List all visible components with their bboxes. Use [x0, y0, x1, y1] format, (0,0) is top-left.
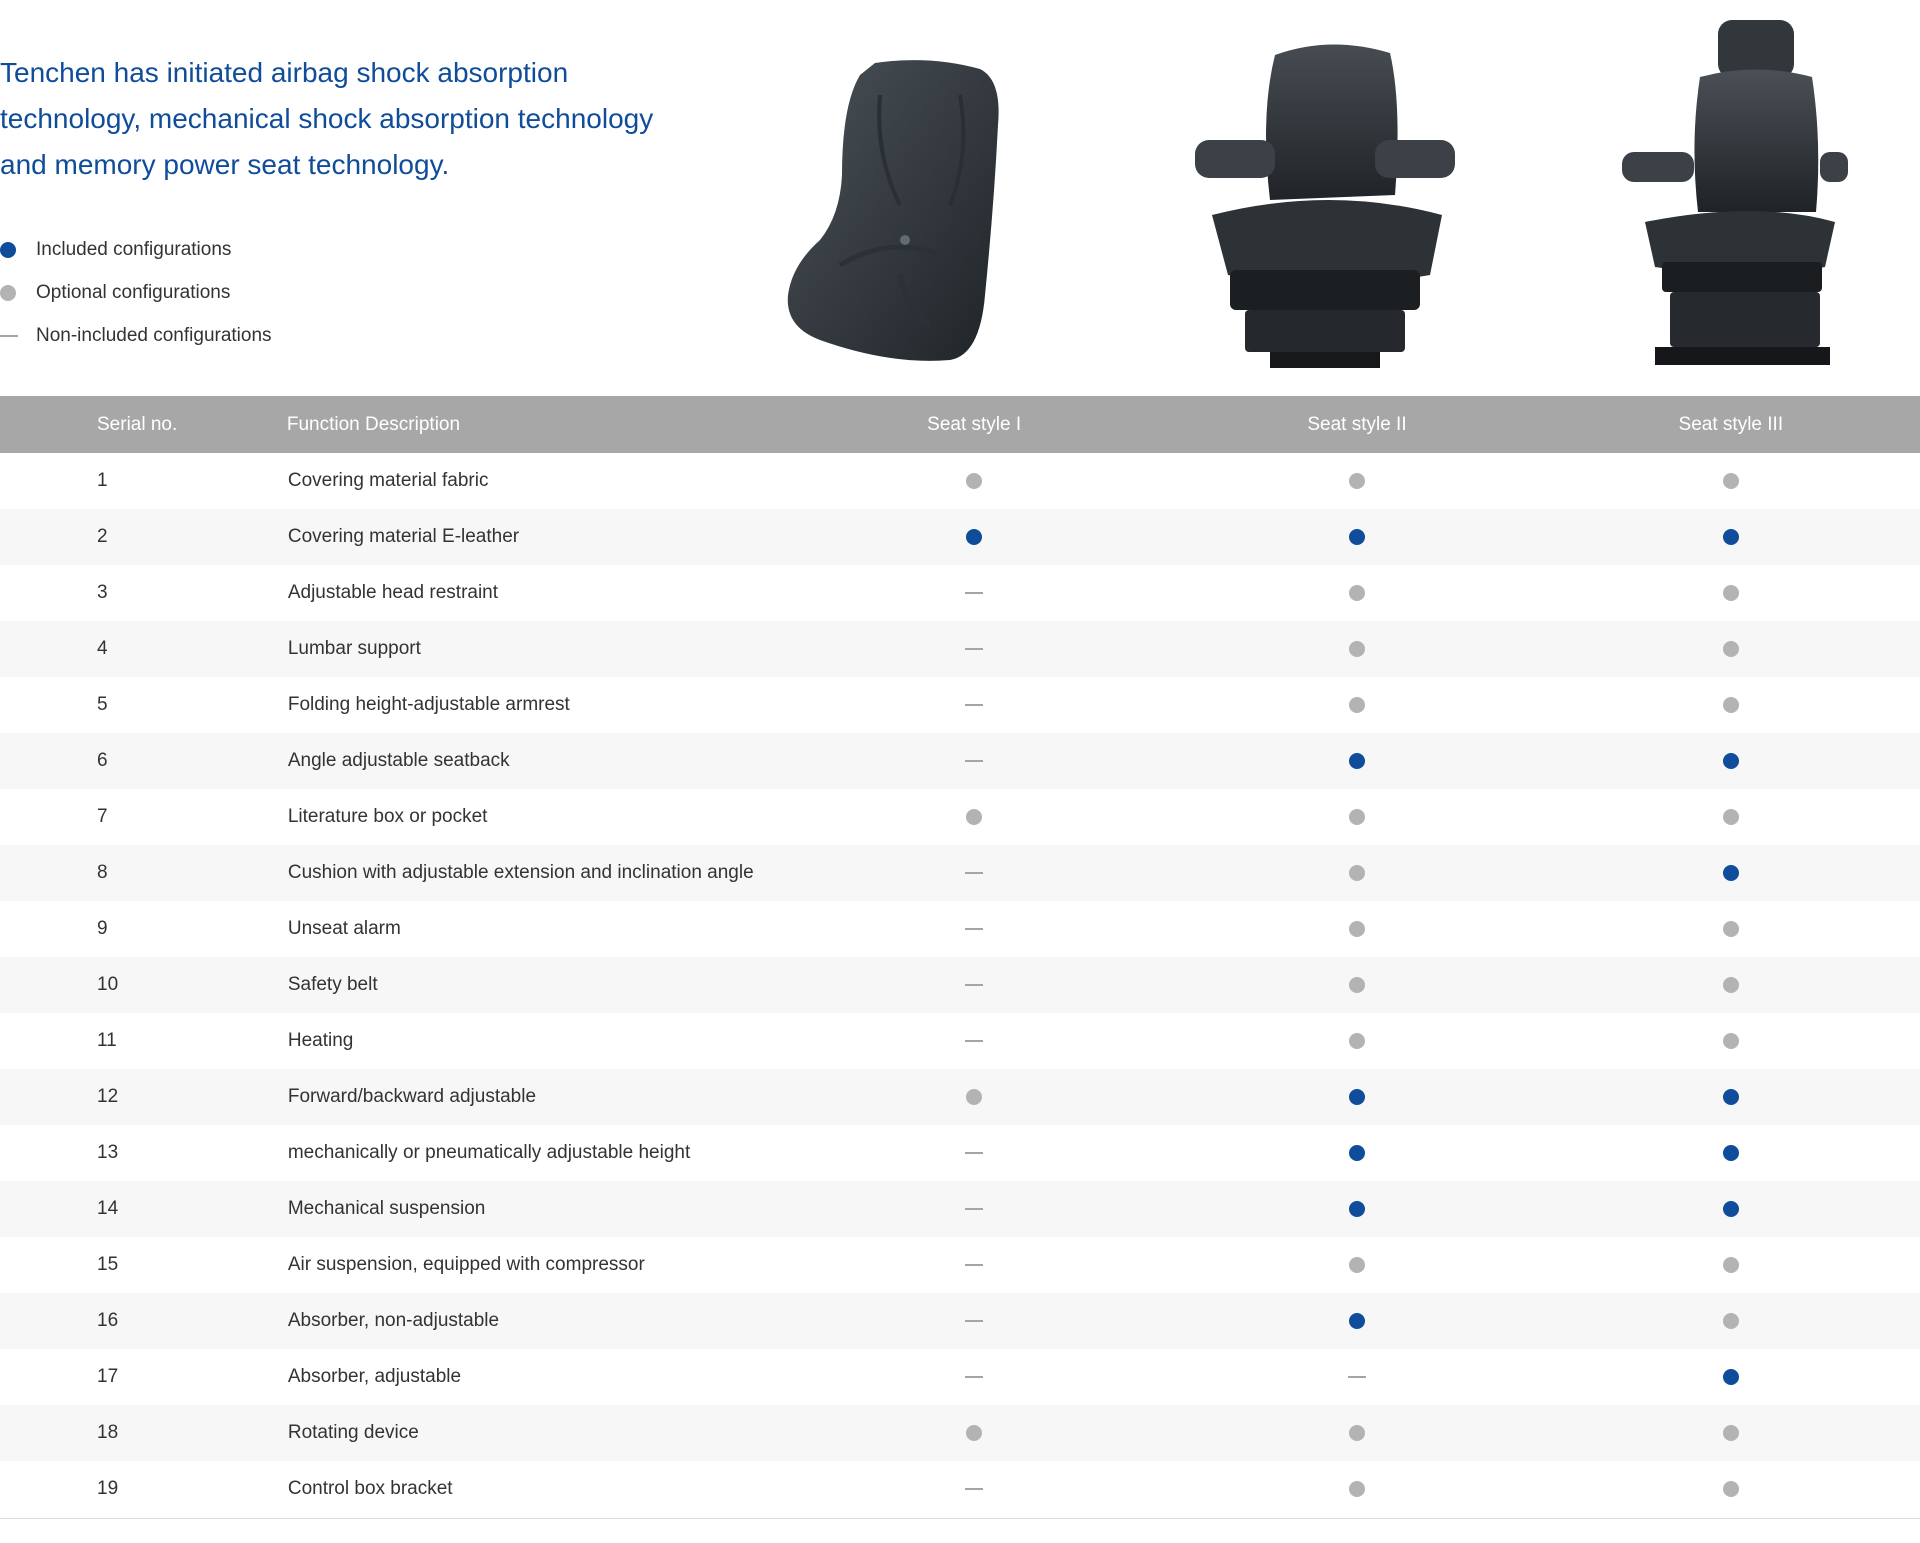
serial-number: 3: [97, 582, 108, 603]
serial-number: 6: [97, 750, 108, 771]
dash-icon: [965, 1264, 983, 1266]
cell-s3: [1542, 585, 1920, 601]
legend-included-label: Included configurations: [36, 238, 232, 260]
cell-s2: [1172, 921, 1541, 937]
table-row: [0, 1349, 1920, 1405]
legend-optional-label: Optional configurations: [36, 281, 231, 303]
table-row: [0, 621, 1920, 677]
optional-dot-icon: [1723, 921, 1739, 937]
cell-s2: [1172, 1033, 1541, 1049]
cell-s1: [776, 1376, 1172, 1378]
included-dot-icon: [1349, 1089, 1365, 1105]
cell-s3: [1542, 1481, 1920, 1497]
optional-dot-icon: [966, 1089, 982, 1105]
serial-number: 7: [97, 806, 108, 827]
optional-dot-icon: [1349, 1257, 1365, 1273]
dash-icon: [965, 1488, 983, 1490]
cell-s3: [1542, 1425, 1920, 1441]
intro-line-3: and memory power seat technology.: [0, 149, 450, 180]
cell-s2: [1172, 977, 1541, 993]
cell-s3: [1542, 473, 1920, 489]
included-dot-icon: [1349, 1201, 1365, 1217]
dash-icon: [965, 1208, 983, 1210]
serial-number: 14: [97, 1198, 119, 1219]
cell-s1: [776, 473, 1172, 489]
cell-s1: [776, 872, 1172, 874]
serial-number: 16: [97, 1310, 119, 1331]
optional-dot-icon: [1723, 1313, 1739, 1329]
serial-number: 11: [97, 1030, 117, 1051]
table-body: [0, 453, 1920, 1517]
included-dot-icon: [1723, 1145, 1739, 1161]
function-description: Literature box or pocket: [287, 806, 488, 827]
cell-s2: [1172, 753, 1541, 769]
cell-s3: [1542, 921, 1920, 937]
serial-number: 2: [97, 526, 108, 547]
cell-s3: [1542, 1145, 1920, 1161]
configuration-table: [0, 396, 1920, 1517]
optional-dot-icon: [1349, 641, 1365, 657]
cell-s2: [1172, 1313, 1541, 1329]
serial-number: 1: [97, 470, 108, 491]
cell-s3: [1542, 865, 1920, 881]
cell-s2: [1172, 1201, 1541, 1217]
table-bottom-divider: [0, 1518, 1920, 1519]
cell-s1: [776, 1264, 1172, 1266]
function-description: Heating: [287, 1030, 354, 1051]
cell-s1: [776, 592, 1172, 594]
cell-s3: [1542, 641, 1920, 657]
cell-s3: [1542, 529, 1920, 545]
dash-icon: [965, 648, 983, 650]
optional-dot-icon: [0, 285, 16, 301]
included-dot-icon: [1723, 1201, 1739, 1217]
optional-dot-icon: [1723, 977, 1739, 993]
cell-s2: [1172, 809, 1541, 825]
serial-number: 8: [97, 862, 108, 883]
optional-dot-icon: [1723, 1033, 1739, 1049]
optional-dot-icon: [1349, 1033, 1365, 1049]
header-seat-style-3: Seat style III: [1678, 413, 1784, 435]
cell-s3: [1542, 1257, 1920, 1273]
dash-icon: [1348, 1376, 1366, 1378]
legend-non-included: [0, 314, 272, 357]
dash-icon: [965, 1040, 983, 1042]
dash-icon: [0, 335, 18, 337]
legend-included: [0, 228, 272, 271]
cell-s3: [1542, 1033, 1920, 1049]
dash-icon: [965, 984, 983, 986]
cell-s1: [776, 1425, 1172, 1441]
cell-s2: [1172, 641, 1541, 657]
cell-s3: [1542, 753, 1920, 769]
table-row: [0, 453, 1920, 509]
dash-icon: [965, 872, 983, 874]
cell-s1: [776, 529, 1172, 545]
optional-dot-icon: [1723, 697, 1739, 713]
cell-s1: [776, 809, 1172, 825]
cell-s1: [776, 1089, 1172, 1105]
intro-text: [0, 50, 700, 188]
legend-non-included-label: Non-included configurations: [36, 324, 272, 346]
optional-dot-icon: [1349, 809, 1365, 825]
header-seat-style-2: Seat style II: [1307, 413, 1407, 435]
included-dot-icon: [1349, 529, 1365, 545]
dash-icon: [965, 1320, 983, 1322]
table-row: [0, 733, 1920, 789]
optional-dot-icon: [1723, 1257, 1739, 1273]
included-dot-icon: [1349, 753, 1365, 769]
function-description: Absorber, non-adjustable: [287, 1310, 500, 1331]
included-dot-icon: [966, 529, 982, 545]
cell-s1: [776, 1152, 1172, 1154]
cell-s1: [776, 984, 1172, 986]
table-row: [0, 1125, 1920, 1181]
function-description: Covering material fabric: [287, 470, 489, 491]
serial-number: 19: [97, 1478, 119, 1499]
cell-s2: [1172, 1089, 1541, 1105]
cell-s1: [776, 1040, 1172, 1042]
function-description: Safety belt: [287, 974, 378, 995]
optional-dot-icon: [1723, 809, 1739, 825]
cell-s2: [1172, 585, 1541, 601]
header-function: Function Description: [286, 413, 461, 435]
cell-s3: [1542, 1201, 1920, 1217]
optional-dot-icon: [1723, 641, 1739, 657]
dash-icon: [965, 928, 983, 930]
table-row: [0, 677, 1920, 733]
table-row: [0, 565, 1920, 621]
cell-s2: [1172, 1145, 1541, 1161]
function-description: Absorber, adjustable: [287, 1366, 462, 1387]
header-serial: Serial no.: [97, 413, 178, 435]
included-dot-icon: [1349, 1313, 1365, 1329]
serial-number: 13: [97, 1142, 119, 1163]
optional-dot-icon: [1349, 1481, 1365, 1497]
cell-s2: [1172, 529, 1541, 545]
cell-s2: [1172, 865, 1541, 881]
included-dot-icon: [1723, 1369, 1739, 1385]
cell-s2: [1172, 1257, 1541, 1273]
optional-dot-icon: [1349, 977, 1365, 993]
cell-s1: [776, 1208, 1172, 1210]
dash-icon: [965, 760, 983, 762]
seat-style-1-image: [780, 55, 1005, 365]
cell-s2: [1172, 1481, 1541, 1497]
intro-line-2: technology, mechanical shock absorption technology: [0, 103, 654, 134]
table-header: [0, 396, 1920, 453]
header-seat-style-1: Seat style I: [927, 413, 1022, 435]
serial-number: 17: [97, 1366, 119, 1387]
function-description: Lumbar support: [287, 638, 421, 659]
cell-s3: [1542, 1369, 1920, 1385]
table-row: [0, 957, 1920, 1013]
serial-number: 4: [97, 638, 108, 659]
optional-dot-icon: [1723, 1481, 1739, 1497]
function-description: mechanically or pneumatically adjustable height: [287, 1142, 691, 1163]
legend: [0, 228, 272, 357]
optional-dot-icon: [1723, 585, 1739, 601]
dash-icon: [965, 704, 983, 706]
table-row: [0, 1013, 1920, 1069]
table-row: [0, 1237, 1920, 1293]
function-description: Control box bracket: [287, 1478, 453, 1499]
function-description: Unseat alarm: [287, 918, 401, 939]
table-row: [0, 1293, 1920, 1349]
legend-optional: [0, 271, 272, 314]
cell-s3: [1542, 1089, 1920, 1105]
optional-dot-icon: [966, 809, 982, 825]
cell-s1: [776, 1320, 1172, 1322]
function-description: Adjustable head restraint: [287, 582, 499, 603]
serial-number: 12: [97, 1086, 119, 1107]
dash-icon: [965, 1152, 983, 1154]
cell-s3: [1542, 1313, 1920, 1329]
function-description: Air suspension, equipped with compressor: [287, 1254, 645, 1275]
table-row: [0, 1181, 1920, 1237]
optional-dot-icon: [1723, 473, 1739, 489]
serial-number: 18: [97, 1422, 119, 1443]
function-description: Folding height-adjustable armrest: [287, 694, 570, 715]
serial-number: 9: [97, 918, 108, 939]
included-dot-icon: [1723, 529, 1739, 545]
seat-style-2-image: [1190, 35, 1460, 375]
included-dot-icon: [0, 242, 16, 258]
serial-number: 10: [97, 974, 119, 995]
table-row: [0, 1405, 1920, 1461]
cell-s2: [1172, 697, 1541, 713]
cell-s1: [776, 928, 1172, 930]
dash-icon: [965, 1376, 983, 1378]
optional-dot-icon: [966, 473, 982, 489]
serial-number: 15: [97, 1254, 119, 1275]
cell-s3: [1542, 697, 1920, 713]
included-dot-icon: [1723, 753, 1739, 769]
table-row: [0, 1461, 1920, 1517]
optional-dot-icon: [1349, 585, 1365, 601]
included-dot-icon: [1723, 1089, 1739, 1105]
table-row: [0, 845, 1920, 901]
optional-dot-icon: [1349, 473, 1365, 489]
table-row: [0, 509, 1920, 565]
dash-icon: [965, 592, 983, 594]
cell-s3: [1542, 977, 1920, 993]
table-row: [0, 901, 1920, 957]
optional-dot-icon: [1723, 1425, 1739, 1441]
function-description: Rotating device: [287, 1422, 419, 1443]
cell-s1: [776, 704, 1172, 706]
function-description: Angle adjustable seatback: [287, 750, 510, 771]
optional-dot-icon: [1349, 697, 1365, 713]
optional-dot-icon: [966, 1425, 982, 1441]
function-description: Cushion with adjustable extension and inclination angle: [287, 862, 754, 883]
seat-style-3-image: [1620, 12, 1850, 382]
function-description: Forward/backward adjustable: [287, 1086, 537, 1107]
cell-s1: [776, 1488, 1172, 1490]
included-dot-icon: [1349, 1145, 1365, 1161]
optional-dot-icon: [1349, 865, 1365, 881]
intro-line-1: Tenchen has initiated airbag shock absorption: [0, 57, 569, 88]
cell-s1: [776, 760, 1172, 762]
cell-s2: [1172, 1425, 1541, 1441]
serial-number: 5: [97, 694, 108, 715]
optional-dot-icon: [1349, 921, 1365, 937]
function-description: Mechanical suspension: [287, 1198, 486, 1219]
cell-s2: [1172, 473, 1541, 489]
cell-s3: [1542, 809, 1920, 825]
cell-s1: [776, 648, 1172, 650]
table-row: [0, 1069, 1920, 1125]
function-description: Covering material E-leather: [287, 526, 520, 547]
table-row: [0, 789, 1920, 845]
included-dot-icon: [1723, 865, 1739, 881]
optional-dot-icon: [1349, 1425, 1365, 1441]
cell-s2: [1172, 1376, 1541, 1378]
